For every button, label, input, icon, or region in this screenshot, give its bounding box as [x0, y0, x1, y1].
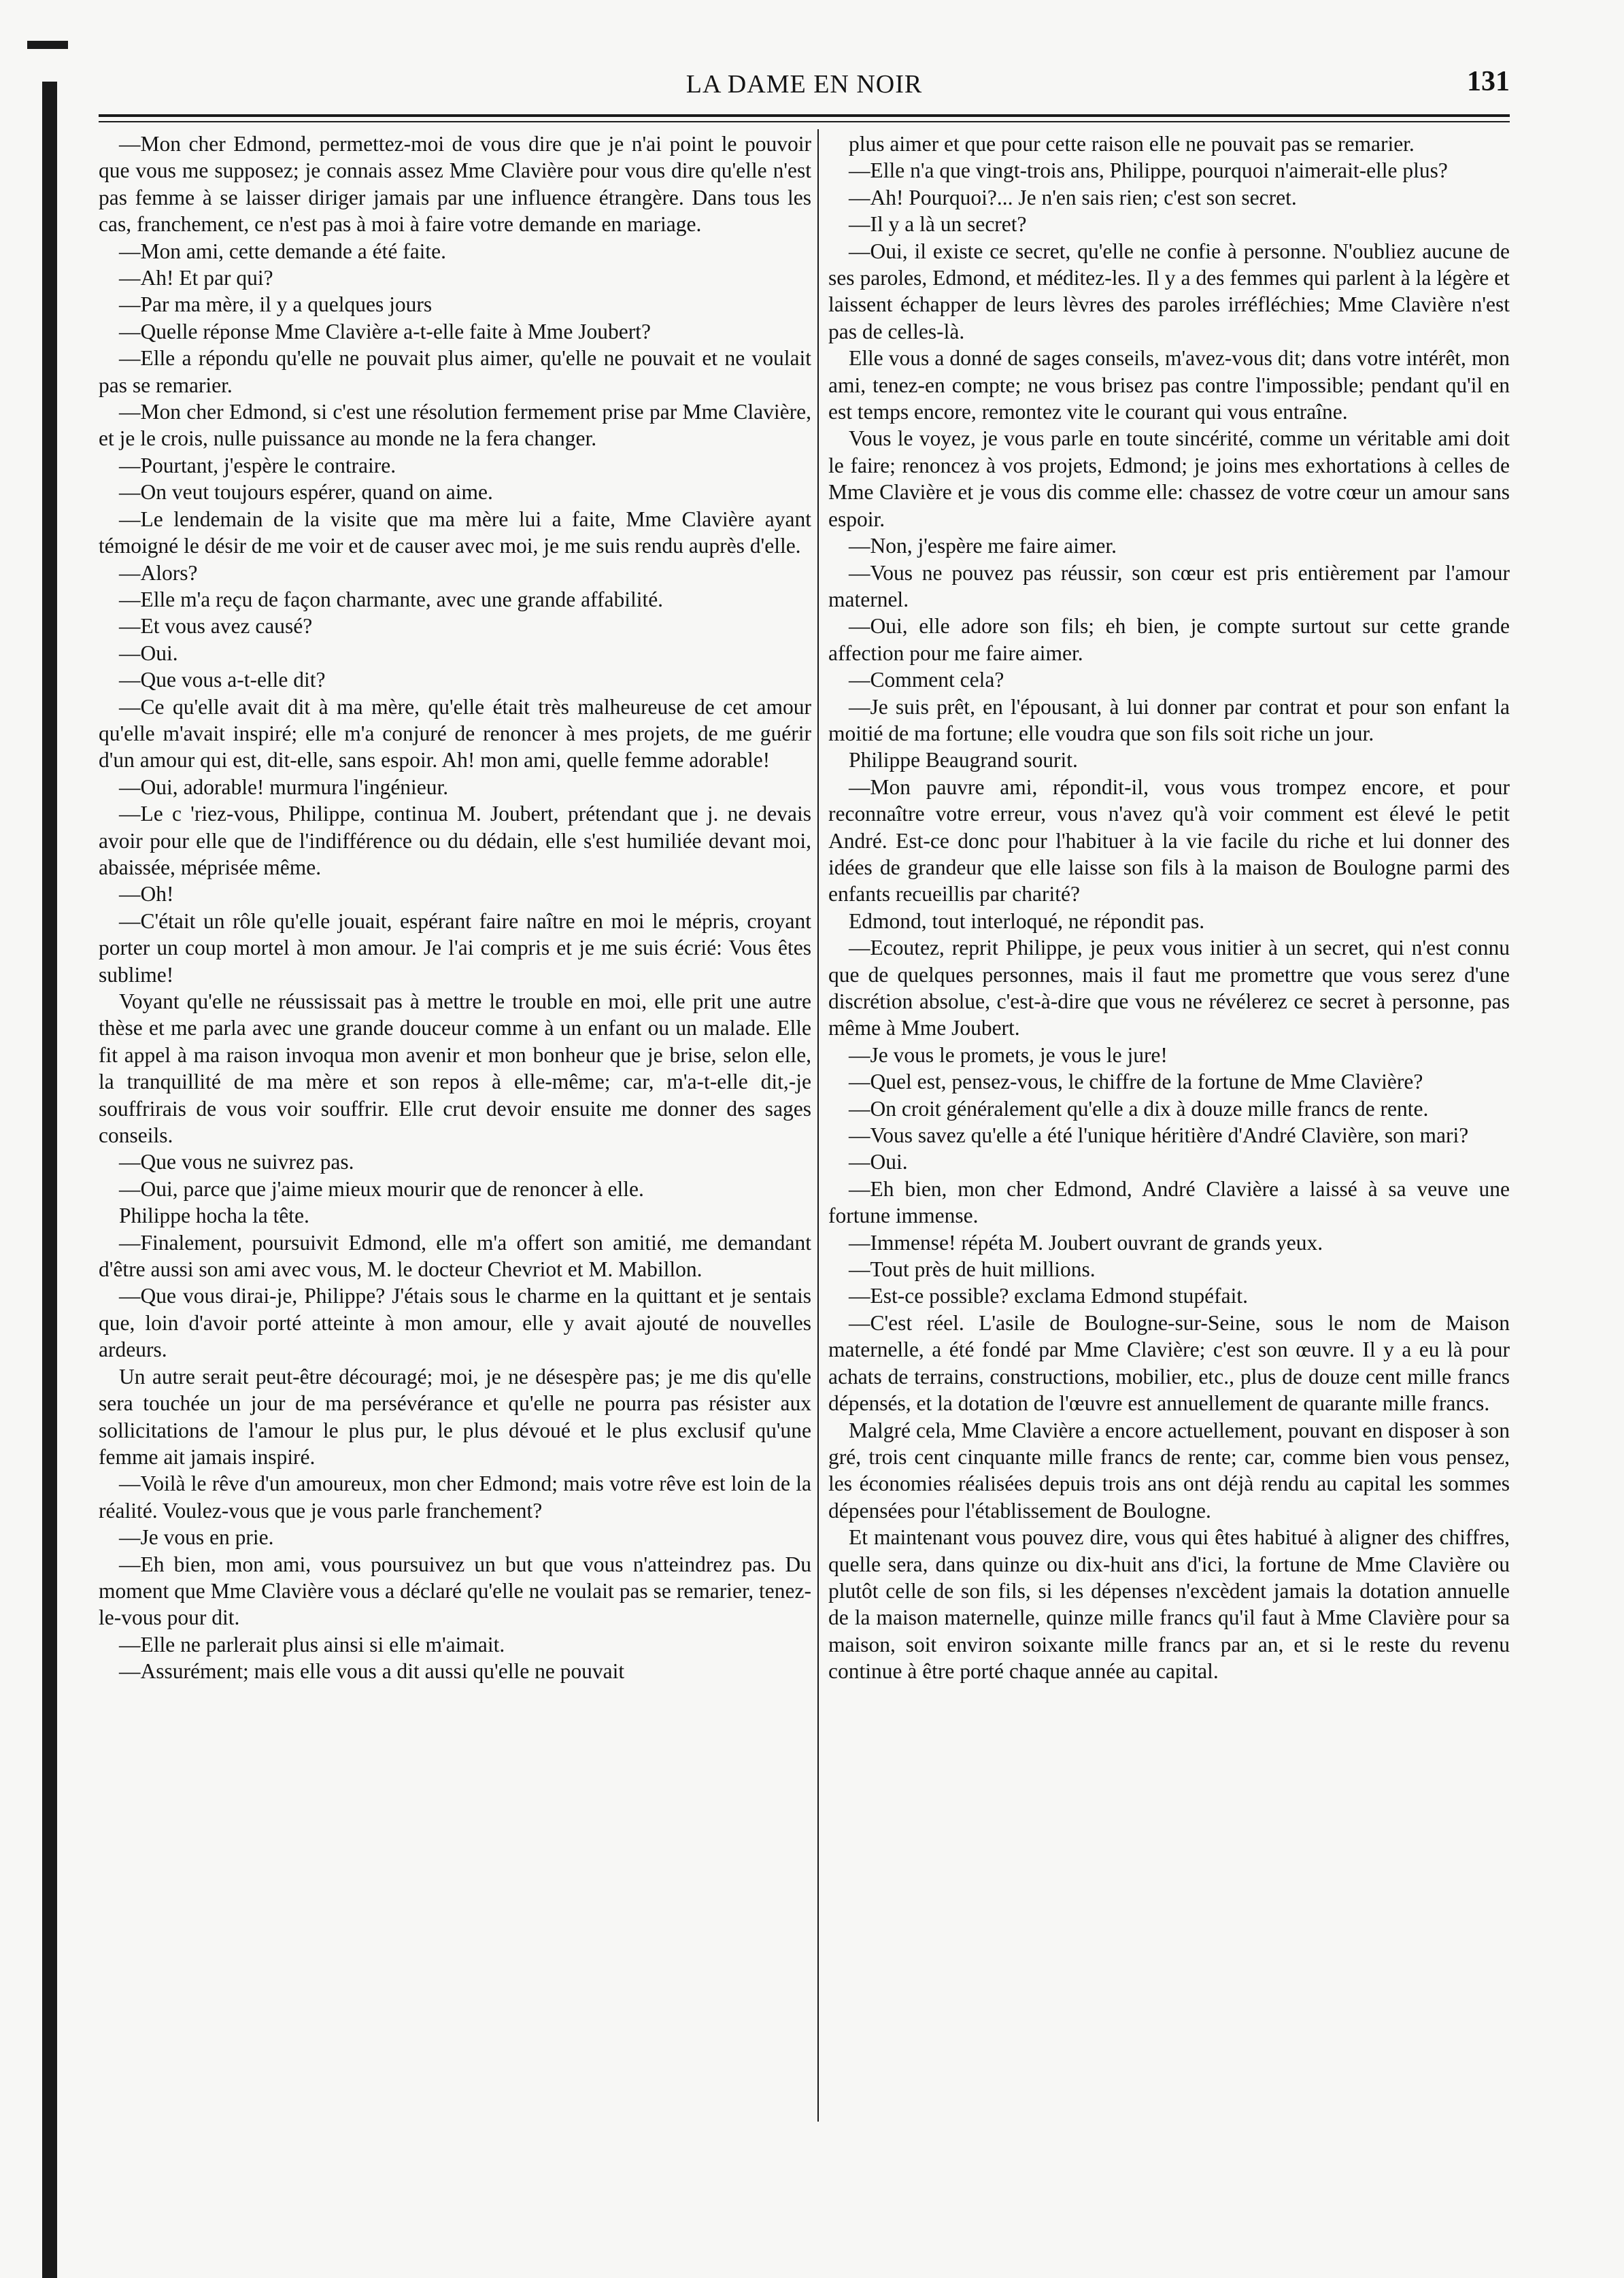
paragraph: —Oui.: [849, 1150, 908, 1174]
paragraph: —Oui, elle adore son fils; eh bien, je compte surtout sur cette grande affection pour me faire aimer.: [828, 614, 1510, 665]
page-number: 131: [1467, 66, 1510, 97]
paragraph: —C'était un rôle qu'elle jouait, espérant faire naître en moi le mépris, croyant porter un coup mortel à mon amour. Je l'ai compris et je me suis écrié: Vous êtes sublime!: [99, 908, 811, 987]
paragraph: Philippe hocha la tête.: [119, 1204, 309, 1228]
paragraph: —Finalement, poursuivit Edmond, elle m'a offert son amitié, me demandant d'être aussi son ami avec vous, M. le docteur Chevriot et M. Mabillon.: [99, 1230, 811, 1282]
paragraph: Vous le voyez, je vous parle en toute sincérité, comme un véritable ami doit le faire; renoncez à vos projets, Edmond; je joins mes exhortations à celles de Mme Clavière et je vous dis comme elle: chassez de votre cœur un amour sans espoir.: [828, 426, 1510, 531]
paragraph: —Mon pauvre ami, répondit-il, vous vous trompez encore, et pour reconnaître votre erreur, vous n'avez qu'à voir comment est élevé le petit André. Est-ce donc pour l'habituer à la vie facile du riche et lui donner des idées de grandeur que elle laisse son fils à la maison de Boulogne parmi des enfants recueillis par charité?: [828, 775, 1510, 906]
paragraph: Un autre serait peut-être découragé; moi, je ne désespère pas; je me dis qu'elle sera touchée un jour de ma persévérance et qu'elle ne pourra pas résister aux sollicitations de l'amour le plus pur, le plus dévoué et le plus exclusif qu'une femme ait jamais inspiré.: [99, 1364, 811, 1469]
paragraph: Malgré cela, Mme Clavière a encore actuellement, pouvant en disposer à son gré, trois cent cinquante mille francs de rente; car, comme bien vous pensez, les économies réalisées depuis trois ans ont déjà rendu au capital les sommes dépensées pour l'établissement de Boulogne.: [828, 1418, 1510, 1523]
paragraph: —Ah! Pourquoi?... Je n'en sais rien; c'est son secret.: [849, 185, 1297, 209]
paragraph: —Oui, il existe ce secret, qu'elle ne confie à personne. N'oubliez aucune de ses paroles, Edmond, et méditez-les. Il y a des femmes qui parlent à la légère et laissent échapper de leurs lèvres des paroles irréfléchies; Mme Clavière n'est pas de celles-là.: [828, 239, 1510, 343]
header-rule-thick: [99, 114, 1510, 117]
paragraph: —Que vous dirai-je, Philippe? J'étais sous le charme en la quittant et je sentais que, loin d'avoir porté atteinte à mon amour, elle y avait ajouté de nouvelles ardeurs.: [99, 1284, 811, 1362]
paragraph: —Elle ne parlerait plus ainsi si elle m'aimait.: [119, 1632, 505, 1656]
binding-edge: [42, 82, 57, 2278]
paragraph: —Mon ami, cette demande a été faite.: [119, 239, 447, 263]
paragraph: —Voilà le rêve d'un amoureux, mon cher Edmond; mais votre rêve est loin de la réalité. Voulez-vous que je vous parle franchement?: [99, 1472, 811, 1523]
paragraph: —Que vous ne suivrez pas.: [119, 1150, 354, 1174]
paragraph: —On veut toujours espérer, quand on aime.: [119, 480, 493, 505]
paragraph: —Vous savez qu'elle a été l'unique héritière d'André Clavière, son mari?: [849, 1123, 1469, 1148]
paragraph: —On croit généralement qu'elle a dix à douze mille francs de rente.: [849, 1096, 1429, 1121]
paragraph: —Le c 'riez-vous, Philippe, continua M. Joubert, prétendant que j. ne devais avoir pour elle que de l'indifférence ou du dédain, elle s'est humiliée devant moi, abaissée, méprisée même.: [99, 802, 811, 879]
binding-mark: [27, 41, 68, 49]
paragraph: Philippe Beaugrand sourit.: [849, 748, 1078, 772]
paragraph: —Eh bien, mon cher Edmond, André Clavière a laissé à sa veuve une fortune immense.: [828, 1176, 1510, 1228]
paragraph: —Et vous avez causé?: [119, 614, 313, 639]
paragraph: —Je vous en prie.: [119, 1525, 274, 1550]
paragraph: —Elle m'a reçu de façon charmante, avec une grande affabilité.: [119, 587, 664, 611]
paragraph: —Ce qu'elle avait dit à ma mère, qu'elle était très malheureuse de cet amour qu'elle m'avait inspiré; elle m'a conjuré de renoncer à mes projets, de me guérir d'un amour qui est, dit-elle, sans espoir. Ah! mon ami, quelle femme adorable!: [99, 694, 811, 772]
paragraph: —C'est réel. L'asile de Boulogne-sur-Seine, sous le nom de Maison maternelle, a été fondé par Mme Clavière; c'est son œuvre. Il y a eu là pour achats de terrains, constructions, mobilier, etc., plus de douze cent mille francs dépensés, et la dotation de l'œuvre est annuellement de quarante mille francs.: [828, 1310, 1510, 1416]
paragraph: —Non, j'espère me faire aimer.: [849, 534, 1117, 558]
paragraph: —Pourtant, j'espère le contraire.: [119, 453, 396, 477]
paragraph: —Comment cela?: [849, 668, 1004, 692]
right-column: [828, 131, 1510, 1685]
column-divider: [817, 129, 819, 2122]
paragraph: —Oh!: [119, 882, 174, 906]
paragraph: —Vous ne pouvez pas réussir, son cœur est pris entièrement par l'amour maternel.: [828, 560, 1510, 611]
paragraph: —Mon cher Edmond, si c'est une résolution fermement prise par Mme Clavière, et je le crois, nulle puissance au monde ne la fera changer.: [99, 400, 811, 451]
paragraph: —Elle n'a que vingt-trois ans, Philippe, pourquoi n'aimerait-elle plus?: [849, 158, 1448, 183]
paragraph: —Le lendemain de la visite que ma mère lui a faite, Mme Clavière ayant témoigné le désir de me voir et de causer avec moi, je me suis rendu auprès d'elle.: [99, 507, 811, 558]
paragraph: —Je suis prêt, en l'épousant, à lui donner par contrat et pour son enfant la moitié de ma fortune; elle voudra que son fils soit riche un jour.: [828, 694, 1510, 745]
paragraph: —Tout près de huit millions.: [849, 1257, 1096, 1282]
paragraph: —Que vous a-t-elle dit?: [119, 668, 326, 692]
paragraph: —Assurément; mais elle vous a dit aussi qu'elle ne pouvait: [119, 1659, 625, 1684]
paragraph: —Oui.: [119, 641, 178, 665]
paragraph: —Eh bien, mon ami, vous poursuivez un but que vous n'atteindrez pas. Du moment que Mme Clavière vous a déclaré qu'elle ne voulait pas se remarier, tenez-le-vous pour dit.: [99, 1552, 811, 1630]
paragraph: —Ecoutez, reprit Philippe, je peux vous initier à un secret, qui n'est connu que de quelques personnes, mais il faut me promettre que vous serez d'une discrétion absolue, c'est-à-dire que vous ne révélerez ce secret à personne, pas même à Mme Joubert.: [828, 936, 1510, 1040]
paragraph: Edmond, tout interloqué, ne répondit pas.: [849, 908, 1205, 933]
paragraph: —Est-ce possible? exclama Edmond stupéfait.: [849, 1284, 1248, 1308]
paragraph: plus aimer et que pour cette raison elle ne pouvait pas se remarier.: [849, 132, 1415, 156]
paragraph: —Il y a là un secret?: [849, 212, 1027, 237]
paragraph: Voyant qu'elle ne réussissait pas à mettre le trouble en moi, elle prit une autre thèse et me parla avec une grande douceur comme à un enfant ou un malade. Elle fit appel à ma raison invoqua mon avenir et mon bonheur que je brise, selon elle, la tranquillité de ma mère et son repos à elle-même; car, m'a-t-elle dit,-je souffrirais de vous voir souffrir. Elle crut devoir ensuite me donner des sages conseils.: [99, 989, 811, 1148]
header-rule-thin: [99, 121, 1510, 122]
paragraph: —Quel est, pensez-vous, le chiffre de la fortune de Mme Clavière?: [849, 1070, 1423, 1094]
paragraph: —Quelle réponse Mme Clavière a-t-elle faite à Mme Joubert?: [119, 319, 651, 343]
paragraph: —Oui, adorable! murmura l'ingénieur.: [119, 775, 449, 799]
paragraph: Elle vous a donné de sages conseils, m'avez-vous dit; dans votre intérêt, mon ami, tenez-en compte; ne vous brisez pas contre l'impossible; pendant qu'il en est temps encore, remontez vite le courant qui vous entraîne.: [828, 346, 1510, 424]
paragraph: —Je vous le promets, je vous le jure!: [849, 1042, 1168, 1067]
running-title: LA DAME EN NOIR: [686, 70, 923, 99]
left-column: [99, 131, 811, 1685]
paragraph: Et maintenant vous pouvez dire, vous qui êtes habitué à aligner des chiffres, quelle sera, dans quinze ou dix-huit ans d'ici, la fortune de Mme Clavière ou plutôt celle de son fils, si les dépenses n'excèdent jamais la dotation annuelle de la maison maternelle, quinze mille francs qu'il faut à Mme Clavière pour sa maison, soit environ soixante mille francs par an, et si le reste du revenu continue à être porté chaque année au capital.: [828, 1525, 1510, 1684]
paragraph: —Mon cher Edmond, permettez-moi de vous dire que je n'ai point le pouvoir que vous me supposez; je connais assez Mme Clavière pour vous dire qu'elle n'est pas femme à se laisser diriger jamais par une influence étrangère. Dans tous les cas, franchement, ce n'est pas à moi à faire votre demande en mariage.: [99, 132, 811, 237]
paragraph: —Alors?: [119, 560, 198, 585]
paragraph: —Elle a répondu qu'elle ne pouvait plus aimer, qu'elle ne pouvait et ne voulait pas se remarier.: [99, 346, 811, 397]
page-header: [99, 65, 1510, 113]
paragraph: —Ah! Et par qui?: [119, 266, 273, 290]
paragraph: —Par ma mère, il y a quelques jours: [119, 292, 433, 317]
paragraph: —Oui, parce que j'aime mieux mourir que de renoncer à elle.: [119, 1176, 644, 1201]
paragraph: —Immense! répéta M. Joubert ouvrant de grands yeux.: [849, 1230, 1323, 1255]
